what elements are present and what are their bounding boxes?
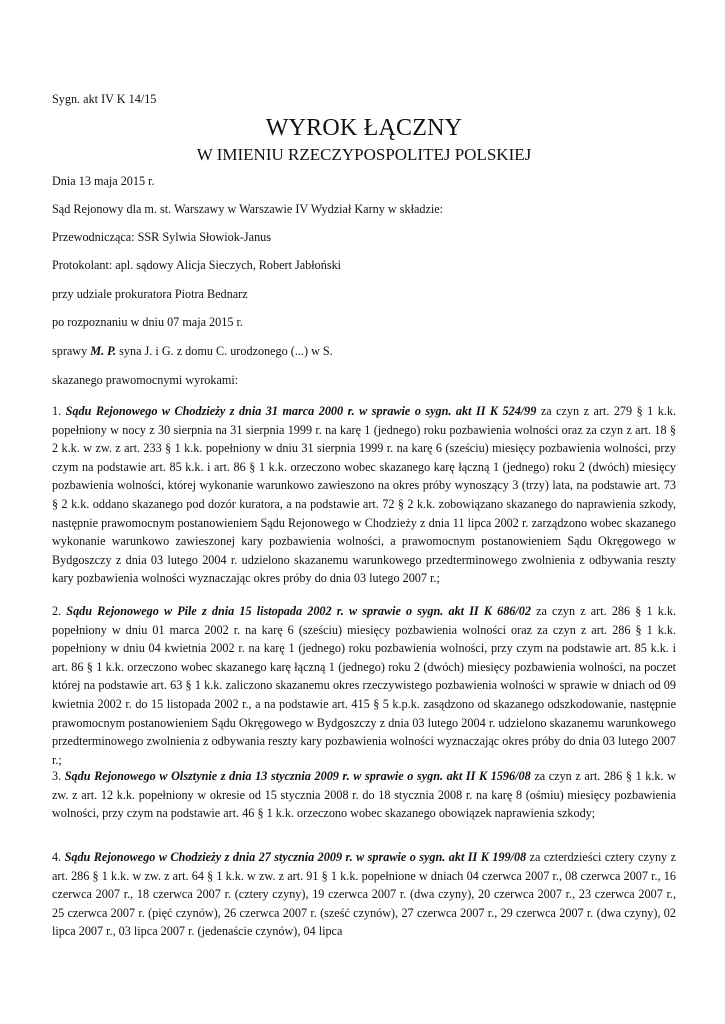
chair-line: Przewodnicząca: SSR Sylwia Słowiok-Janus <box>52 230 272 244</box>
prosecutor-line: przy udziale prokuratora Piotra Bednarz <box>52 287 248 301</box>
convicted-line: skazanego prawomocnymi wyrokami: <box>52 373 239 387</box>
judgment-number: 1. <box>52 404 66 418</box>
judgment-number: 2. <box>52 604 67 618</box>
judgment-number: 3. <box>52 769 65 783</box>
date-line: Dnia 13 maja 2015 r. <box>52 174 155 188</box>
clerk-line: Protokolant: apl. sądowy Alicja Sieczych, Robert Jabłoński <box>52 258 342 272</box>
court-line: Sąd Rejonowy dla m. st. Warszawy w Warszawie IV Wydział Karny w składzie: <box>52 202 444 216</box>
judgment-heading: Sądu Rejonowego w Chodzieży z dnia 27 stycznia 2009 r. w sprawie o sygn. akt II K 199/08 <box>64 850 527 864</box>
case-signature: Sygn. akt IV K 14/15 <box>52 92 157 106</box>
judgment-heading: Sądu Rejonowego w Pile z dnia 15 listopada 2002 r. w sprawie o sygn. akt II K 686/02 <box>66 604 531 618</box>
case-prefix: sprawy <box>52 344 91 358</box>
judgment-text: za czyn z art. 279 § 1 k.k. popełniony w nocy z 30 sierpnia na 31 sierpnia 1999 r. na karę 1 (jednego) roku pozbawienia wolności oraz za czyn z art. 18 § 2 k.k. w zw. z art. 233 § 1 k.k. popełniony w dniu 31 sierpnia 1999 r. na karę 6 (sześciu) miesięcy pozbawienia wolności, przy czym na podstawie art. 85 k.k. i art. 86 § 1 k.k. orzeczono wobec skazanego karę łączną 1 (jednego) roku 2 (dwóch) miesięcy pozbawienia wolności, której wykonanie warunkowo zawieszono na okres próby wynoszący 3 (trzy) lata, na podstawie art. 73 § 2 k.k. oddano skazanego pod dozór kuratora, a na podstawie art. 72 § 2 k.k. zobowiązano skazanego do naprawienia szkody, następnie prawomocnym postanowieniem Sądu Rejonowego w Chodzieży z dnia 11 lipca 2002 r. zarządzono wobec skazanego wykonanie warunkowo zawieszonej kary pozbawienia wolności, a prawomocnym postanowieniem Sądu Okręgowego w Bydgoszczy z dnia 03 lutego 2004 r. udzielono skazanemu warunkowego przedterminowego zwolnienia z odbywania reszty kary pozbawienia wolności wyznaczając okres próby do dnia 03 lutego 2007 r.; <box>52 404 676 586</box>
judgment-text: za czyn z art. 286 § 1 k.k. w zw. z art. 12 k.k. popełniony w okresie od 15 stycznia 2008 r. do 18 stycznia 2008 r. na karę 8 (ośmiu) miesięcy pozbawienia wolności, przy czym na podstawie art. 46 § 1 k.k. orzeczono wobec skazanego obowiązek naprawienia szkody; <box>52 769 676 821</box>
judgment-item <box>52 767 676 823</box>
document-subtitle: W IMIENIU RZECZYPOSPOLITEJ POLSKIEJ <box>196 145 532 164</box>
case-rest: syna J. i G. z domu C. urodzonego (...) w S. <box>116 344 333 358</box>
judgment-number: 4. <box>52 850 65 864</box>
judgment-item <box>52 848 676 941</box>
defendant-name: M. P. <box>90 344 117 358</box>
judgment-item <box>52 402 676 588</box>
judgment-heading: Sądu Rejonowego w Olsztynie z dnia 13 stycznia 2009 r. w sprawie o sygn. akt II K 1596/08 <box>64 769 531 783</box>
judgment-text: za czterdzieści cztery czyny z art. 286 § 1 k.k. w zw. z art. 64 § 1 k.k. w zw. z art. 91 § 1 k.k. popełnione w dniach 04 czerwca 2007 r., 08 czerwca 2007 r., 16 czerwca 2007 r., 18 czerwca 2007 r. (cztery czyny), 19 czerwca 2007 r. (dwa czyny), 20 czerwca 2007 r., 23 czerwca 2007 r., 25 czerwca 2007 r. (pięć czynów), 26 czerwca 2007 r. (sześć czynów), 27 czerwca 2007 r., 29 czerwca 2007 r. (dwa czyny), 02 lipca 2007 r., 03 lipca 2007 r. (jedenaście czynów), 04 lipca <box>52 850 677 939</box>
hearing-line: po rozpoznaniu w dniu 07 maja 2015 r. <box>52 315 243 329</box>
judgment-item <box>52 602 676 769</box>
judgment-text: za czyn z art. 286 § 1 k.k. popełniony w dniu 01 marca 2002 r. na karę 6 (sześciu) miesięcy pozbawienia wolności oraz za czyn z art. 286 § 1 k.k. popełniony w dniu 04 kwietnia 2002 r. na karę 1 (jednego) roku pozbawienia wolności, przy czym na podstawie art. 85 k.k. i art. 86 § 1 k.k. orzeczono wobec skazanego karę łączną 1 (jednego) roku 2 (dwóch) miesięcy pozbawienia wolności, na poczet której na podstawie art. 63 § 1 k.k. zaliczono skazanemu okres rzeczywistego pozbawienia wolności w sprawie w dniach od 09 kwietnia 2002 r. do 15 listopada 2002 r., a na podstawie art. 415 § 5 k.p.k. zasądzono od skazanego odszkodowanie, następnie prawomocnym postanowieniem Sądu Okręgowego w Bydgoszczy z dnia 03 lutego 2004 r. udzielono skazanemu warunkowego przedterminowego zwolnienia z odbywania reszty kary pozbawienia wolności wyznaczając okres próby do dnia 03 lutego 2007 r.; <box>52 604 676 767</box>
document-title: WYROK ŁĄCZNY <box>265 115 463 141</box>
case-line <box>52 342 676 361</box>
judgment-heading: Sądu Rejonowego w Chodzieży z dnia 31 marca 2000 r. w sprawie o sygn. akt II K 524/99 <box>65 404 537 418</box>
